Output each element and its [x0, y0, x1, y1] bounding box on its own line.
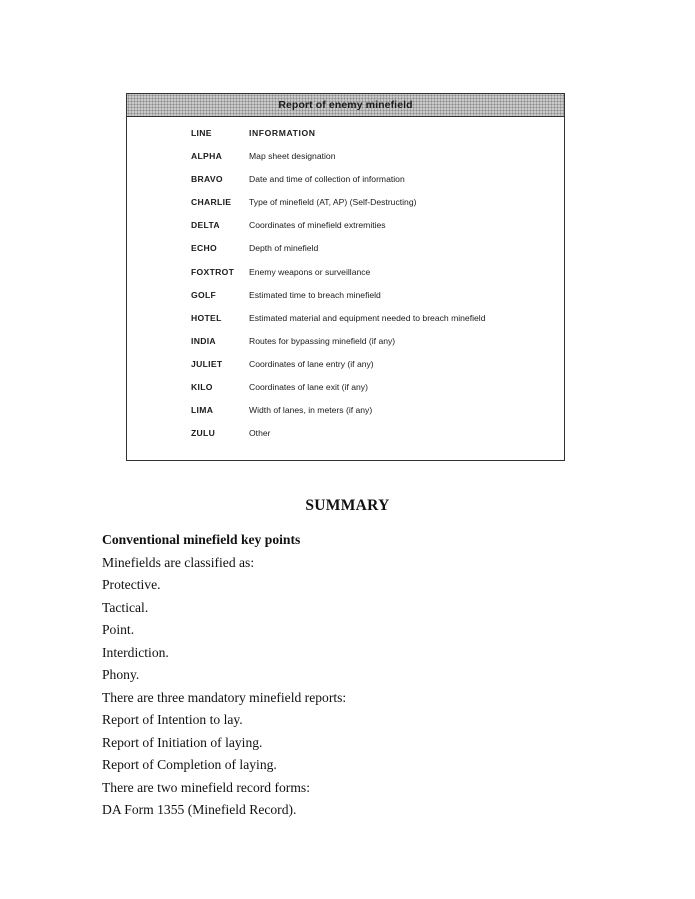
row-line-code: HOTEL [191, 312, 222, 323]
figure-title: Report of enemy minefield [278, 99, 413, 111]
row-information: Type of minefield (AT, AP) (Self-Destructing) [249, 197, 417, 208]
row-information: Coordinates of minefield extremities [249, 220, 386, 231]
row-information: Date and time of collection of information [249, 174, 405, 185]
summary-line: Interdiction. [102, 644, 169, 660]
row-line-code: BRAVO [191, 174, 223, 185]
row-information: Other [249, 428, 271, 439]
column-header-information: INFORMATION [249, 128, 316, 138]
row-line-code: INDIA [191, 335, 216, 346]
summary-line: There are three mandatory minefield reports: [102, 689, 347, 705]
summary-line: Minefields are classified as: [102, 554, 255, 570]
row-information: Coordinates of lane entry (if any) [249, 358, 374, 369]
row-line-code: ALPHA [191, 151, 223, 162]
summary-subheading: Conventional minefield key points [102, 532, 301, 547]
row-line-code: ECHO [191, 243, 218, 254]
row-line-code: GOLF [191, 289, 217, 300]
row-information: Routes for bypassing minefield (if any) [249, 335, 396, 346]
summary-line: Tactical. [102, 599, 149, 615]
row-information: Map sheet designation [249, 151, 336, 162]
figure-header [127, 94, 564, 117]
summary-body [102, 530, 346, 823]
row-line-code: KILO [191, 382, 213, 393]
summary-line: Phony. [102, 667, 140, 682]
row-line-code: FOXTROT [191, 266, 235, 277]
summary-line: Report of Intention to lay. [102, 712, 243, 727]
row-line-code: CHARLIE [191, 197, 232, 208]
row-information: Coordinates of lane exit (if any) [249, 382, 368, 393]
row-information: Depth of minefield [249, 243, 319, 254]
column-header-line: LINE [191, 128, 212, 138]
minefield-report-figure [126, 93, 565, 461]
summary-line: Point. [102, 622, 135, 637]
summary-heading: SUMMARY [305, 497, 390, 514]
row-information: Estimated time to breach minefield [249, 289, 381, 300]
row-line-code: DELTA [191, 220, 220, 231]
row-line-code: LIMA [191, 405, 214, 416]
row-information: Width of lanes, in meters (if any) [249, 405, 373, 416]
row-line-code: JULIET [191, 358, 223, 369]
summary-line: Protective. [102, 577, 161, 592]
row-information: Estimated material and equipment needed to breach minefield [249, 312, 486, 323]
summary-line: Report of Completion of laying. [102, 757, 277, 772]
row-line-code: ZULU [191, 428, 216, 439]
row-information: Enemy weapons or surveillance [249, 266, 371, 277]
summary-line: Report of Initiation of laying. [102, 734, 263, 750]
summary-line: DA Form 1355 (Minefield Record). [102, 802, 297, 817]
summary-line: There are two minefield record forms: [102, 779, 310, 795]
